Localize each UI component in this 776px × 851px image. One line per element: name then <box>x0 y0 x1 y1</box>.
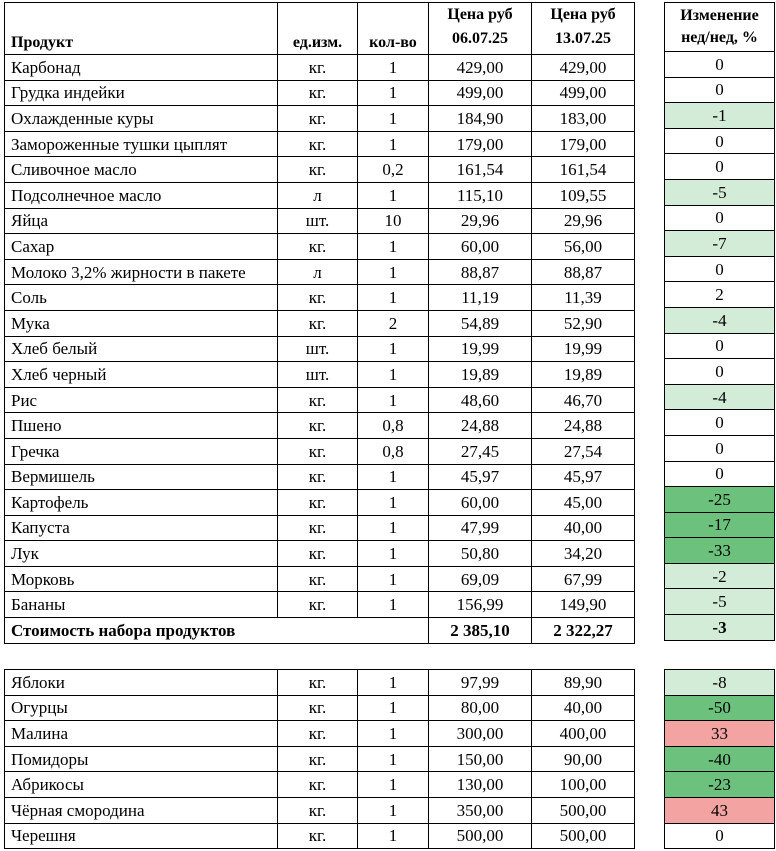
product-row <box>5 208 635 234</box>
product-name: Мука <box>5 310 278 336</box>
unit-cell: шт. <box>278 362 358 388</box>
unit-cell: кг. <box>278 131 358 157</box>
change-cell: 0 <box>665 435 775 461</box>
header-price-2 <box>532 3 635 55</box>
fruit-change-row <box>665 797 775 823</box>
product-name: Гречка <box>5 438 278 464</box>
fruit-change-row <box>665 695 775 721</box>
change-cell: -5 <box>665 589 775 615</box>
product-row <box>5 336 635 362</box>
change-row <box>665 512 775 538</box>
change-row <box>665 435 775 461</box>
price-1-cell: 27,45 <box>429 438 532 464</box>
change-cell: -4 <box>665 384 775 410</box>
product-name: Хлеб черный <box>5 362 278 388</box>
unit-cell: кг. <box>278 746 358 772</box>
product-name: Сахар <box>5 234 278 260</box>
product-name: Яйца <box>5 208 278 234</box>
product-name: Лук <box>5 541 278 567</box>
price-2-cell: 183,00 <box>532 106 635 132</box>
price-1-cell: 429,00 <box>429 55 532 81</box>
header-price-2-date: 13.07.25 <box>555 30 611 47</box>
fruit-change-row <box>665 721 775 747</box>
price-1-cell: 500,00 <box>429 823 532 849</box>
price-2-cell: 46,70 <box>532 387 635 413</box>
unit-cell: кг. <box>278 80 358 106</box>
change-row <box>665 205 775 231</box>
header-unit: ед.изм. <box>278 3 358 55</box>
change-cell: 43 <box>665 797 775 823</box>
qty-cell: 1 <box>358 772 429 798</box>
product-name: Соль <box>5 285 278 311</box>
product-row <box>5 413 635 439</box>
change-row <box>665 563 775 589</box>
fruit-change-row <box>665 746 775 772</box>
change-cell: 0 <box>665 77 775 103</box>
qty-cell: 1 <box>358 55 429 81</box>
qty-cell: 0,2 <box>358 157 429 183</box>
change-row <box>665 487 775 513</box>
unit-cell: кг. <box>278 310 358 336</box>
change-row <box>665 77 775 103</box>
qty-cell: 1 <box>358 464 429 490</box>
price-2-cell: 89,90 <box>532 670 635 696</box>
qty-cell: 1 <box>358 823 429 849</box>
unit-cell: кг. <box>278 55 358 81</box>
product-row <box>5 387 635 413</box>
product-row <box>5 106 635 132</box>
price-1-cell: 88,87 <box>429 259 532 285</box>
unit-cell: кг. <box>278 670 358 696</box>
product-name: Огурцы <box>5 695 278 721</box>
unit-cell: кг. <box>278 464 358 490</box>
product-name: Пшено <box>5 413 278 439</box>
product-row <box>5 490 635 516</box>
unit-cell: шт. <box>278 336 358 362</box>
header-product: Продукт <box>5 3 278 55</box>
price-2-cell: 499,00 <box>532 80 635 106</box>
fruit-row <box>5 670 635 696</box>
unit-cell: кг. <box>278 772 358 798</box>
price-1-cell: 24,88 <box>429 413 532 439</box>
product-row <box>5 285 635 311</box>
qty-cell: 1 <box>358 336 429 362</box>
product-name: Подсолнечное масло <box>5 182 278 208</box>
total-price-1: 2 385,10 <box>429 618 532 644</box>
unit-cell: л <box>278 182 358 208</box>
price-2-cell: 429,00 <box>532 55 635 81</box>
total-row <box>5 618 635 644</box>
product-name: Замороженные тушки цыплят <box>5 131 278 157</box>
change-row <box>665 538 775 564</box>
product-row <box>5 515 635 541</box>
header-qty: кол-во <box>358 3 429 55</box>
price-2-cell: 109,55 <box>532 182 635 208</box>
change-row <box>665 333 775 359</box>
product-name: Чёрная смородина <box>5 797 278 823</box>
price-2-cell: 45,00 <box>532 490 635 516</box>
product-row <box>5 55 635 81</box>
header-price-1 <box>429 3 532 55</box>
price-1-cell: 184,90 <box>429 106 532 132</box>
qty-cell: 2 <box>358 310 429 336</box>
price-2-cell: 56,00 <box>532 234 635 260</box>
unit-cell: кг. <box>278 157 358 183</box>
change-row <box>665 103 775 129</box>
product-name: Сливочное масло <box>5 157 278 183</box>
change-row <box>665 359 775 385</box>
product-name: Черешня <box>5 823 278 849</box>
change-row <box>665 461 775 487</box>
fruit-row <box>5 772 635 798</box>
change-cell: -1 <box>665 103 775 129</box>
header-price-1-label: Цена руб <box>447 6 513 23</box>
qty-cell: 10 <box>358 208 429 234</box>
price-1-cell: 97,99 <box>429 670 532 696</box>
change-cell: 33 <box>665 721 775 747</box>
price-2-cell: 161,54 <box>532 157 635 183</box>
header-price-2-label: Цена руб <box>550 6 616 23</box>
products-table <box>4 2 635 644</box>
price-1-cell: 179,00 <box>429 131 532 157</box>
qty-cell: 0,8 <box>358 438 429 464</box>
product-name: Вермишель <box>5 464 278 490</box>
price-1-cell: 80,00 <box>429 695 532 721</box>
price-1-cell: 69,09 <box>429 566 532 592</box>
qty-cell: 1 <box>358 131 429 157</box>
change-cell: -23 <box>665 772 775 798</box>
price-1-cell: 115,10 <box>429 182 532 208</box>
fruit-row <box>5 721 635 747</box>
product-row <box>5 182 635 208</box>
price-2-cell: 24,88 <box>532 413 635 439</box>
qty-cell: 1 <box>358 721 429 747</box>
change-row <box>665 231 775 257</box>
change-cell: -40 <box>665 746 775 772</box>
price-1-cell: 48,60 <box>429 387 532 413</box>
price-1-cell: 60,00 <box>429 490 532 516</box>
price-1-cell: 50,80 <box>429 541 532 567</box>
product-name: Картофель <box>5 490 278 516</box>
change-row <box>665 154 775 180</box>
qty-cell: 1 <box>358 182 429 208</box>
price-1-cell: 499,00 <box>429 80 532 106</box>
change-row <box>665 307 775 333</box>
product-name: Бананы <box>5 592 278 618</box>
change-row <box>665 282 775 308</box>
price-2-cell: 500,00 <box>532 823 635 849</box>
product-name: Яблоки <box>5 670 278 696</box>
product-name: Морковь <box>5 566 278 592</box>
total-change-row <box>665 615 775 641</box>
price-1-cell: 161,54 <box>429 157 532 183</box>
fruit-row <box>5 797 635 823</box>
change-row <box>665 52 775 78</box>
fruit-change-row <box>665 772 775 798</box>
change-cell: 0 <box>665 52 775 78</box>
qty-cell: 0,8 <box>358 413 429 439</box>
total-change: -3 <box>665 615 775 641</box>
change-cell: -2 <box>665 563 775 589</box>
product-row <box>5 541 635 567</box>
change-row <box>665 179 775 205</box>
product-row <box>5 438 635 464</box>
change-cell: 0 <box>665 333 775 359</box>
unit-cell: кг. <box>278 438 358 464</box>
price-2-cell: 27,54 <box>532 438 635 464</box>
fruit-change-row <box>665 823 775 849</box>
change-header <box>665 3 775 52</box>
product-row <box>5 464 635 490</box>
change-cell: 0 <box>665 359 775 385</box>
change-cell: 0 <box>665 128 775 154</box>
unit-cell: кг. <box>278 823 358 849</box>
total-label: Стоимость набора продуктов <box>5 618 429 644</box>
price-2-cell: 500,00 <box>532 797 635 823</box>
change-cell: -50 <box>665 695 775 721</box>
qty-cell: 1 <box>358 566 429 592</box>
product-row <box>5 80 635 106</box>
price-2-cell: 67,99 <box>532 566 635 592</box>
change-cell: -17 <box>665 512 775 538</box>
product-name: Охлажденные куры <box>5 106 278 132</box>
price-2-cell: 400,00 <box>532 721 635 747</box>
price-2-cell: 88,87 <box>532 259 635 285</box>
price-1-cell: 156,99 <box>429 592 532 618</box>
product-name: Помидоры <box>5 746 278 772</box>
change-cell: -8 <box>665 670 775 696</box>
change-row <box>665 410 775 436</box>
header-price-1-date: 06.07.25 <box>452 30 508 47</box>
price-1-cell: 130,00 <box>429 772 532 798</box>
product-row <box>5 259 635 285</box>
price-1-cell: 60,00 <box>429 234 532 260</box>
change-cell: -4 <box>665 307 775 333</box>
qty-cell: 1 <box>358 541 429 567</box>
change-cell: 0 <box>665 205 775 231</box>
unit-cell: кг. <box>278 234 358 260</box>
unit-cell: кг. <box>278 721 358 747</box>
change-cell: 0 <box>665 256 775 282</box>
price-1-cell: 19,89 <box>429 362 532 388</box>
change-row <box>665 384 775 410</box>
price-1-cell: 350,00 <box>429 797 532 823</box>
change-cell: -7 <box>665 231 775 257</box>
unit-cell: кг. <box>278 541 358 567</box>
qty-cell: 1 <box>358 387 429 413</box>
price-2-cell: 45,97 <box>532 464 635 490</box>
price-1-cell: 11,19 <box>429 285 532 311</box>
qty-cell: 1 <box>358 362 429 388</box>
change-cell: 0 <box>665 154 775 180</box>
header-row <box>5 3 635 55</box>
qty-cell: 1 <box>358 515 429 541</box>
qty-cell: 1 <box>358 670 429 696</box>
change-cell: -33 <box>665 538 775 564</box>
price-2-cell: 40,00 <box>532 515 635 541</box>
product-name: Хлеб белый <box>5 336 278 362</box>
fruit-row <box>5 823 635 849</box>
price-2-cell: 149,90 <box>532 592 635 618</box>
qty-cell: 1 <box>358 106 429 132</box>
unit-cell: л <box>278 259 358 285</box>
price-2-cell: 40,00 <box>532 695 635 721</box>
qty-cell: 1 <box>358 797 429 823</box>
price-2-cell: 11,39 <box>532 285 635 311</box>
qty-cell: 1 <box>358 234 429 260</box>
unit-cell: кг. <box>278 515 358 541</box>
price-1-cell: 47,99 <box>429 515 532 541</box>
product-row <box>5 310 635 336</box>
price-2-cell: 179,00 <box>532 131 635 157</box>
qty-cell: 1 <box>358 285 429 311</box>
total-price-2: 2 322,27 <box>532 618 635 644</box>
qty-cell: 1 <box>358 695 429 721</box>
change-cell: -25 <box>665 487 775 513</box>
price-2-cell: 29,96 <box>532 208 635 234</box>
unit-cell: кг. <box>278 695 358 721</box>
product-name: Молоко 3,2% жирности в пакете <box>5 259 278 285</box>
product-row <box>5 566 635 592</box>
unit-cell: кг. <box>278 106 358 132</box>
change-header-row <box>665 3 775 52</box>
change-header-line-1: Изменение <box>680 7 759 24</box>
unit-cell: кг. <box>278 490 358 516</box>
unit-cell: кг. <box>278 592 358 618</box>
product-row <box>5 362 635 388</box>
product-row <box>5 131 635 157</box>
change-table <box>664 2 775 641</box>
product-name: Грудка индейки <box>5 80 278 106</box>
fruit-change-table <box>664 669 775 849</box>
price-2-cell: 34,20 <box>532 541 635 567</box>
product-name: Карбонад <box>5 55 278 81</box>
price-2-cell: 19,99 <box>532 336 635 362</box>
change-cell: 2 <box>665 282 775 308</box>
fruit-table <box>4 669 635 849</box>
unit-cell: кг. <box>278 387 358 413</box>
product-name: Абрикосы <box>5 772 278 798</box>
unit-cell: кг. <box>278 797 358 823</box>
qty-cell: 1 <box>358 592 429 618</box>
product-name: Капуста <box>5 515 278 541</box>
qty-cell: 1 <box>358 80 429 106</box>
product-name: Малина <box>5 721 278 747</box>
price-2-cell: 52,90 <box>532 310 635 336</box>
price-1-cell: 45,97 <box>429 464 532 490</box>
change-row <box>665 256 775 282</box>
change-row <box>665 589 775 615</box>
unit-cell: кг. <box>278 285 358 311</box>
price-1-cell: 29,96 <box>429 208 532 234</box>
qty-cell: 1 <box>358 746 429 772</box>
unit-cell: шт. <box>278 208 358 234</box>
product-name: Рис <box>5 387 278 413</box>
change-cell: -5 <box>665 179 775 205</box>
price-1-cell: 150,00 <box>429 746 532 772</box>
change-cell: 0 <box>665 410 775 436</box>
qty-cell: 1 <box>358 259 429 285</box>
price-1-cell: 300,00 <box>429 721 532 747</box>
change-cell: 0 <box>665 823 775 849</box>
fruit-change-row <box>665 670 775 696</box>
fruit-row <box>5 695 635 721</box>
product-row <box>5 592 635 618</box>
price-1-cell: 54,89 <box>429 310 532 336</box>
price-2-cell: 100,00 <box>532 772 635 798</box>
price-2-cell: 90,00 <box>532 746 635 772</box>
change-cell: 0 <box>665 461 775 487</box>
price-2-cell: 19,89 <box>532 362 635 388</box>
change-row <box>665 128 775 154</box>
fruit-row <box>5 746 635 772</box>
product-row <box>5 157 635 183</box>
unit-cell: кг. <box>278 413 358 439</box>
price-1-cell: 19,99 <box>429 336 532 362</box>
product-row <box>5 234 635 260</box>
unit-cell: кг. <box>278 566 358 592</box>
qty-cell: 1 <box>358 490 429 516</box>
change-header-line-2: нед/нед, % <box>681 29 758 46</box>
